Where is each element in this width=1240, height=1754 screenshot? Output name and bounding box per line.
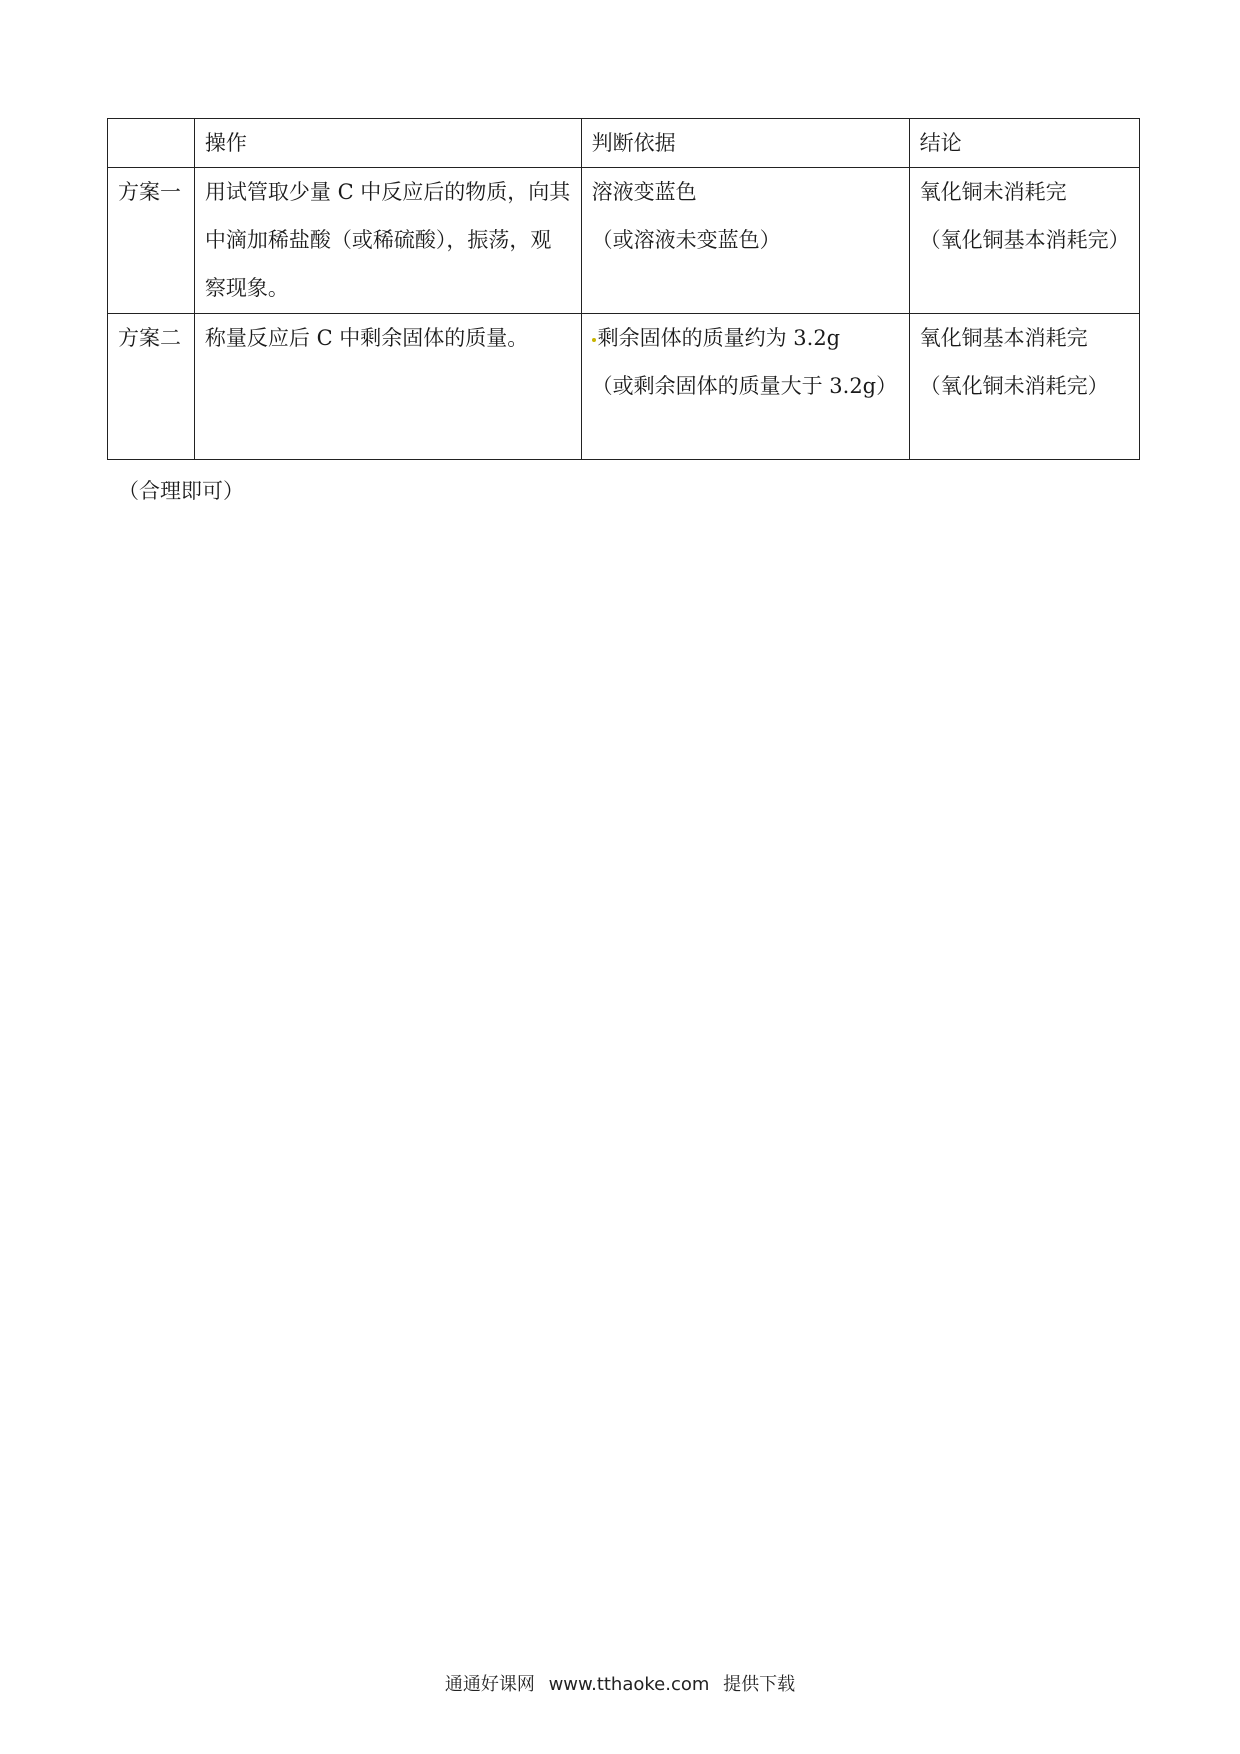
conclusion-cell bbox=[909, 168, 1139, 314]
basis-text-line bbox=[592, 314, 899, 362]
basis-text: 溶液变蓝色 bbox=[591, 180, 697, 204]
table-row bbox=[108, 168, 1140, 314]
header-cell-conclusion: 结论 bbox=[909, 119, 1139, 168]
footer-site-name: 通通好课网 bbox=[444, 1674, 535, 1695]
basis-text: 剩余固体的质量约为 3.2g bbox=[597, 326, 841, 350]
basis-cell bbox=[581, 314, 909, 460]
conclusion-alt-text: （氧化铜基本消耗完） bbox=[919, 228, 1130, 252]
page-footer bbox=[0, 1670, 1240, 1696]
header-cell-empty bbox=[108, 119, 195, 168]
basis-alt-text: （或溶液未变蓝色） bbox=[591, 228, 781, 252]
header-cell-basis: 判断依据 bbox=[581, 119, 909, 168]
footnote: （合理即可） bbox=[118, 479, 244, 503]
operation-cell: 用试管取少量 C 中反应后的物质，向其中滴加稀盐酸（或稀硫酸），振荡，观察现象。 bbox=[194, 168, 581, 314]
row-label: 方案二 bbox=[108, 314, 195, 460]
footer-url[interactable]: www.tthaoke.com bbox=[548, 1674, 710, 1695]
conclusion-text: 氧化铜基本消耗完 bbox=[919, 326, 1088, 350]
conclusion-cell bbox=[909, 314, 1139, 460]
table-header-row bbox=[108, 119, 1140, 168]
cursor-mark-icon bbox=[592, 338, 596, 342]
operation-cell: 称量反应后 C 中剩余固体的质量。 bbox=[194, 314, 581, 460]
conclusion-alt-text: （氧化铜未消耗完） bbox=[919, 374, 1109, 398]
header-cell-operation: 操作 bbox=[194, 119, 581, 168]
basis-cell bbox=[581, 168, 909, 314]
row-label: 方案一 bbox=[108, 168, 195, 314]
footer-action: 提供下载 bbox=[723, 1674, 796, 1695]
answer-table bbox=[107, 118, 1140, 460]
basis-alt-text: （或剩余固体的质量大于 3.2g） bbox=[591, 374, 898, 398]
conclusion-text: 氧化铜未消耗完 bbox=[919, 180, 1067, 204]
table-row bbox=[108, 314, 1140, 460]
